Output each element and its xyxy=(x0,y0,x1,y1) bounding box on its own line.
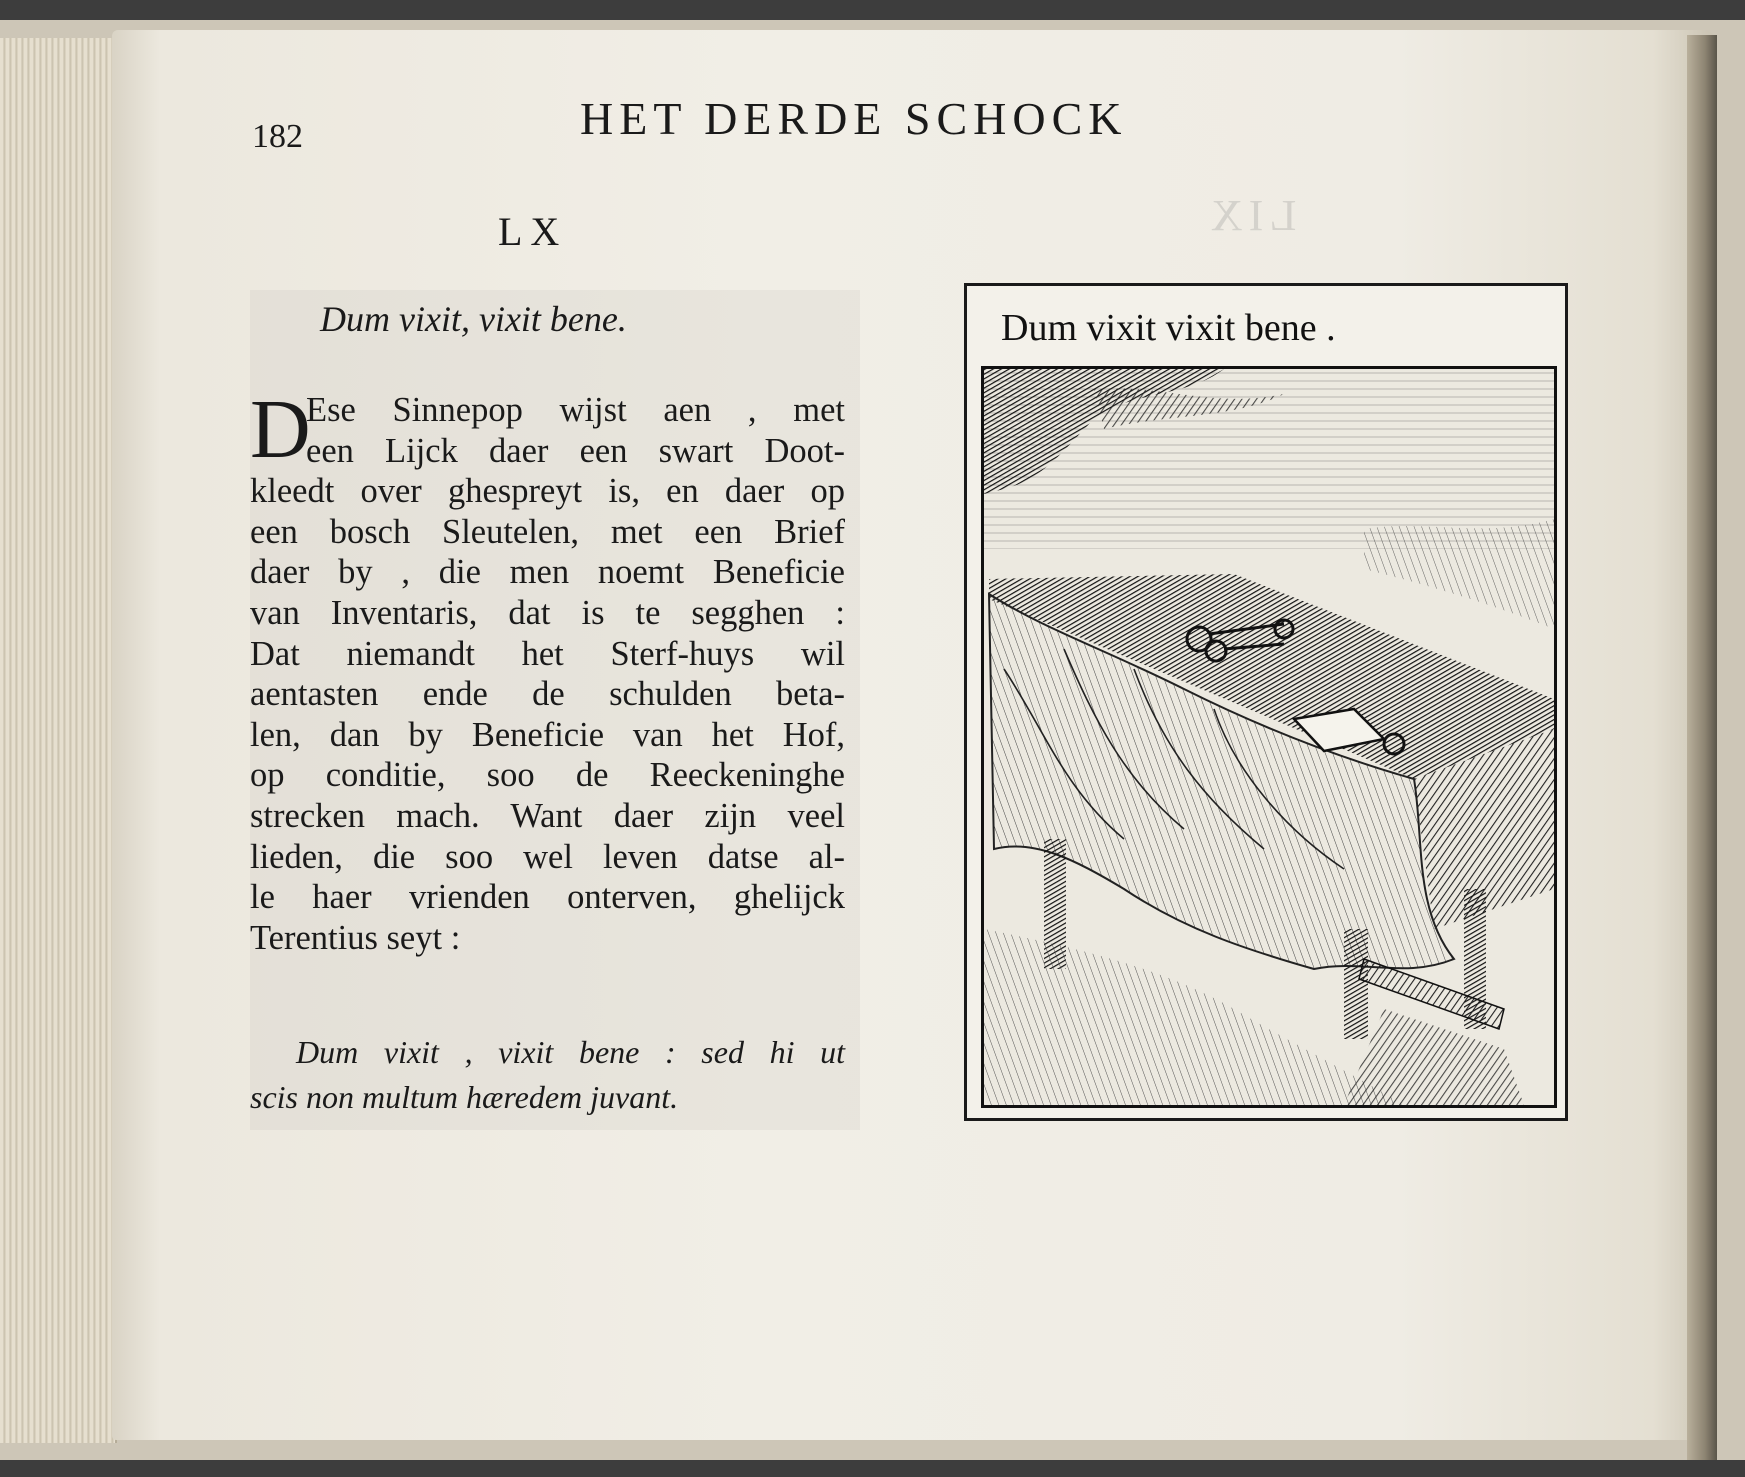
text-line: le haer vrienden onterven, ghelijck xyxy=(250,878,845,917)
emblem-plate xyxy=(964,283,1568,1121)
page-edges xyxy=(0,38,117,1443)
page-number: 182 xyxy=(252,118,303,155)
latin-quote xyxy=(250,1030,845,1120)
page-gutter-right xyxy=(1687,35,1717,1460)
text-line: daer by , die men noemt Beneficie xyxy=(250,553,845,592)
text-line: op conditie, soo de Reeckeninghe xyxy=(250,756,845,795)
engraving-bier-with-keys xyxy=(981,366,1557,1108)
drop-cap: D xyxy=(250,383,311,476)
section-number: LX xyxy=(498,209,568,254)
emblem-motto: Dum vixit vixit bene . xyxy=(1001,307,1336,349)
body-text xyxy=(250,383,845,958)
text-line: strecken mach. Want daer zijn veel xyxy=(250,796,845,835)
text-line: kleedt over ghespreyt is, en daer op xyxy=(250,472,845,511)
engraving-illustration xyxy=(984,369,1554,1105)
quote-line: scis non multum hæredem juvant. xyxy=(250,1079,679,1115)
text-line: Ese Sinnepop wijst aen , met xyxy=(306,391,845,429)
text-line: van Inventaris, dat is te segghen : xyxy=(250,593,845,632)
text-line: len, dan by Beneficie van het Hof, xyxy=(250,715,845,754)
text-line: Dat niemandt het Sterf-huys wil xyxy=(250,634,845,673)
running-head: HET DERDE SCHOCK xyxy=(580,93,1128,144)
text-line: aentasten ende de schulden beta- xyxy=(250,675,845,714)
text-line: Terentius seyt : xyxy=(250,918,461,957)
bleed-through-heading: LIX xyxy=(1205,191,1297,240)
quote-line: Dum vixit , vixit bene : sed hi ut xyxy=(296,1034,845,1070)
text-line: lieden, die soo wel leven datse al- xyxy=(250,837,845,876)
text-line: een Lijck daer een swart Doot- xyxy=(306,431,845,470)
text-line: een bosch Sleutelen, met een Brief xyxy=(250,512,845,551)
left-motto: Dum vixit, vixit bene. xyxy=(320,299,627,339)
